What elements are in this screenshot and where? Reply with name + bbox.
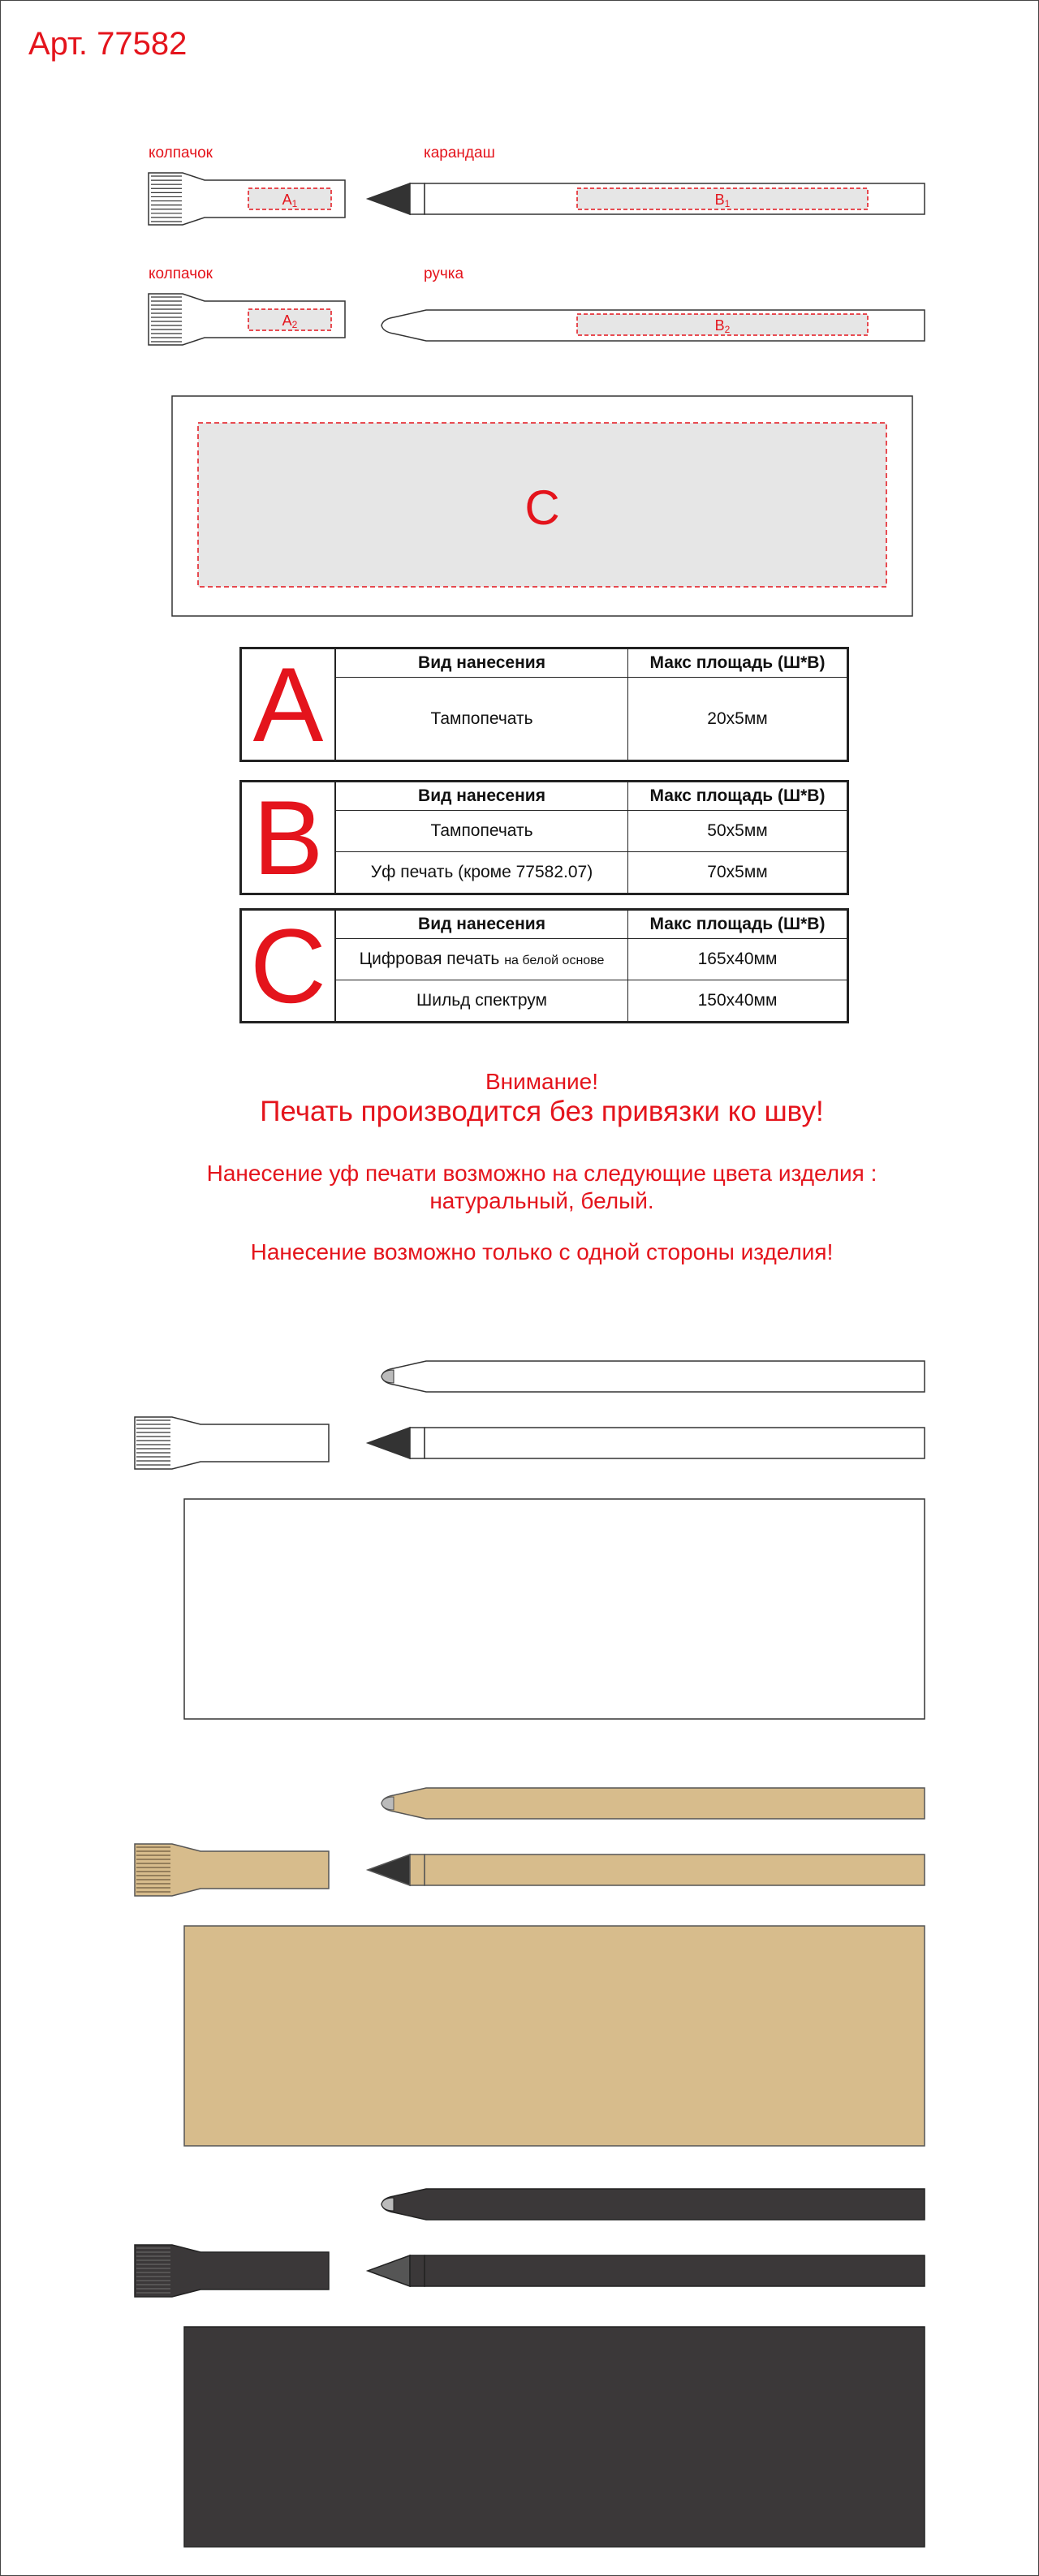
table-c-header-area: Макс площадь (Ш*В) [628,911,847,939]
note-attention: Внимание! [485,1069,599,1094]
table-a-method: Тампопечать [336,678,628,760]
table-b-area-2: 70x5мм [628,852,847,893]
pencil-collar [410,1854,425,1885]
note-one-side: Нанесение возможно только с одной стороны изделия! [250,1239,834,1264]
table-c-area-1: 165x40мм [628,939,847,980]
pen-tip [382,2198,394,2211]
pen-tip [382,1797,394,1810]
pencil-tip [368,2255,410,2286]
table-c-header-method: Вид нанесения [336,911,628,939]
box-drawing [184,2327,925,2547]
box-drawing [184,1499,925,1719]
pencil-drawing [425,1854,925,1885]
zone-b1-label: B1 [714,192,731,209]
table-b-header-area: Макс площадь (Ш*В) [628,782,847,811]
pencil-collar [410,1428,425,1458]
table-a-header-method: Вид нанесения [336,649,628,678]
table-b-letter: B [242,782,336,893]
table-b-method-2: Уф печать (кроме 77582.07) [336,852,628,893]
pen-drawing [382,1788,925,1819]
label-pen: ручка [424,265,464,282]
table-a-area: 20x5мм [628,678,847,760]
table-c-area-2: 150x40мм [628,980,847,1021]
table-b-header-method: Вид нанесения [336,782,628,811]
box-drawing [184,1926,925,2146]
label-cap-a1: колпачок [149,144,213,162]
note-seam: Печать производится без привязки ко шву! [260,1096,824,1127]
pencil-drawing [425,1428,925,1458]
variant-black [135,2189,925,2547]
pencil-tip [368,1854,410,1885]
zone-a1-label: A1 [282,192,298,209]
table-a-header-area: Макс площадь (Ш*В) [628,649,847,678]
note-uv-line1: Нанесение уф печати возможно на следующие цвета изделия : [206,1161,877,1186]
label-cap-a2: колпачок [149,265,213,282]
table-a-letter: A [242,649,336,760]
table-c-letter: C [242,911,336,1021]
pencil-drawing [425,2255,925,2286]
label-pencil: карандаш [424,144,495,162]
variant-white [135,1361,925,1719]
zone-a2-label: A2 [282,312,298,330]
pencil-tip [368,1428,410,1458]
note-uv-line2: натуральный, белый. [429,1188,654,1213]
zone-c-label: C [524,480,560,535]
pen-drawing [382,1361,925,1392]
variant-natural [135,1788,925,2146]
pencil-collar [410,2255,425,2286]
article-title: Арт. 77582 [28,26,188,62]
pen-tip [382,1370,394,1383]
table-c-method-1-note: на белой основе [504,954,605,968]
table-c-method-2: Шильд спектрум [336,980,628,1021]
zone-b2-label: B2 [714,317,731,335]
table-b-method-1: Тампопечать [336,811,628,852]
pen-drawing [382,2189,925,2220]
table-b-area-1: 50x5мм [628,811,847,852]
table-c-method-1-text: Цифровая печать [359,950,500,969]
